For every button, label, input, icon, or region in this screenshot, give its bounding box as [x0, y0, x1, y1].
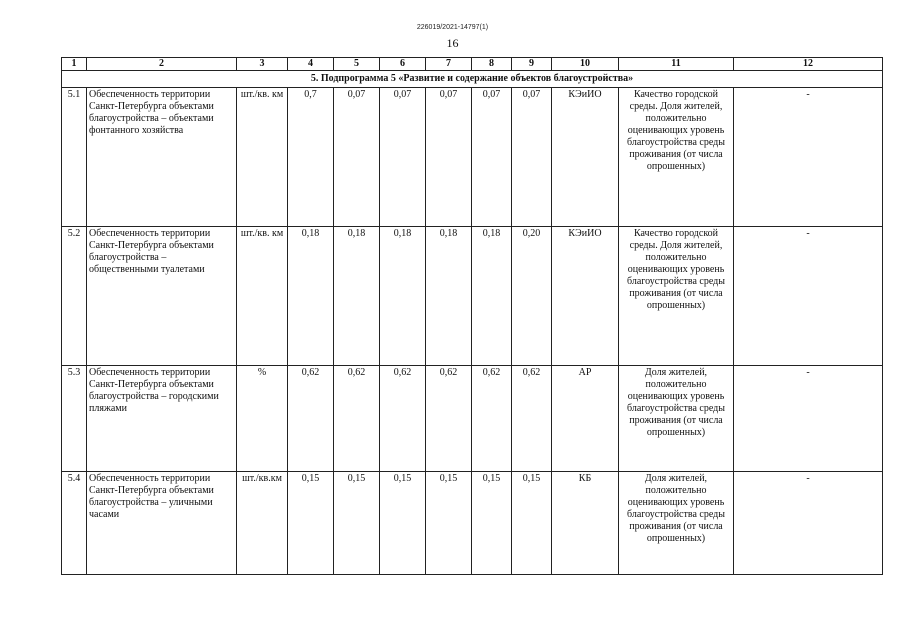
- unit: шт./кв. км: [237, 88, 288, 227]
- value-cell: 0,07: [472, 88, 512, 227]
- column-header: 12: [734, 58, 883, 71]
- value-cell: 0,18: [472, 227, 512, 366]
- value-cell: 0,07: [380, 88, 426, 227]
- value-cell: 0,07: [512, 88, 552, 227]
- column-header: 10: [552, 58, 619, 71]
- table-row: [62, 366, 883, 472]
- value-cell: 0,18: [288, 227, 334, 366]
- responsible: КЭиИО: [552, 88, 619, 227]
- note-cell: -: [734, 472, 883, 575]
- responsible: КЭиИО: [552, 227, 619, 366]
- unit: шт./кв. км: [237, 227, 288, 366]
- indicator-name: Обеспеченность территории Санкт-Петербурга объектами благоустройства – объектами фонтанного хозяйства: [87, 88, 237, 227]
- note-cell: -: [734, 227, 883, 366]
- column-header: 7: [426, 58, 472, 71]
- value-cell: 0,15: [380, 472, 426, 575]
- unit: %: [237, 366, 288, 472]
- note-cell: -: [734, 366, 883, 472]
- value-cell: 0,18: [426, 227, 472, 366]
- indicator-name: Обеспеченность территории Санкт-Петербурга объектами благоустройства – общественными туалетами: [87, 227, 237, 366]
- value-cell: 0,15: [426, 472, 472, 575]
- column-header: 4: [288, 58, 334, 71]
- page-number: 16: [446, 36, 459, 50]
- value-cell: 0,18: [334, 227, 380, 366]
- column-header: 5: [334, 58, 380, 71]
- row-number: 5.3: [62, 366, 87, 472]
- indicator-name: Обеспеченность территории Санкт-Петербурга объектами благоустройства – уличными часами: [87, 472, 237, 575]
- value-cell: 0,62: [334, 366, 380, 472]
- value-cell: 0,15: [288, 472, 334, 575]
- responsible: АР: [552, 366, 619, 472]
- table-row: [62, 227, 883, 366]
- indicator-name: Обеспеченность территории Санкт-Петербурга объектами благоустройства – городскими пляжами: [87, 366, 237, 472]
- value-cell: 0,15: [334, 472, 380, 575]
- target-indicator: Доля жителей, положительно оценивающих уровень благоустройства среды проживания (от числа опрошенных): [619, 366, 734, 472]
- value-cell: 0,18: [380, 227, 426, 366]
- column-header: 11: [619, 58, 734, 71]
- value-cell: 0,62: [288, 366, 334, 472]
- value-cell: 0,62: [472, 366, 512, 472]
- value-cell: 0,20: [512, 227, 552, 366]
- target-indicator: Качество городской среды. Доля жителей, положительно оценивающих уровень благоустройства среды проживания (от числа опрошенных): [619, 227, 734, 366]
- column-header: 8: [472, 58, 512, 71]
- document-id: 226019/2021-14797(1): [416, 24, 489, 31]
- row-number: 5.1: [62, 88, 87, 227]
- value-cell: 0,07: [334, 88, 380, 227]
- target-indicator: Доля жителей, положительно оценивающих уровень благоустройства среды проживания (от числа опрошенных): [619, 472, 734, 575]
- value-cell: 0,62: [380, 366, 426, 472]
- column-header: 6: [380, 58, 426, 71]
- row-number: 5.4: [62, 472, 87, 575]
- value-cell: 0,15: [472, 472, 512, 575]
- column-header: 9: [512, 58, 552, 71]
- section-title: 5. Подпрограмма 5 «Развитие и содержание объектов благоустройства»: [62, 71, 883, 88]
- unit: шт./кв.км: [237, 472, 288, 575]
- row-number: 5.2: [62, 227, 87, 366]
- target-indicator: Качество городской среды. Доля жителей, положительно оценивающих уровень благоустройства среды проживания (от числа опрошенных): [619, 88, 734, 227]
- value-cell: 0,62: [426, 366, 472, 472]
- section-row: [62, 71, 883, 88]
- value-cell: 0,15: [512, 472, 552, 575]
- value-cell: 0,62: [512, 366, 552, 472]
- table-row: [62, 472, 883, 575]
- responsible: КБ: [552, 472, 619, 575]
- table-row: [62, 88, 883, 227]
- column-header: 3: [237, 58, 288, 71]
- value-cell: 0,7: [288, 88, 334, 227]
- value-cell: 0,07: [426, 88, 472, 227]
- column-header: 1: [62, 58, 87, 71]
- column-number-row: [62, 58, 883, 71]
- note-cell: -: [734, 88, 883, 227]
- indicators-table: [61, 57, 883, 575]
- column-header: 2: [87, 58, 237, 71]
